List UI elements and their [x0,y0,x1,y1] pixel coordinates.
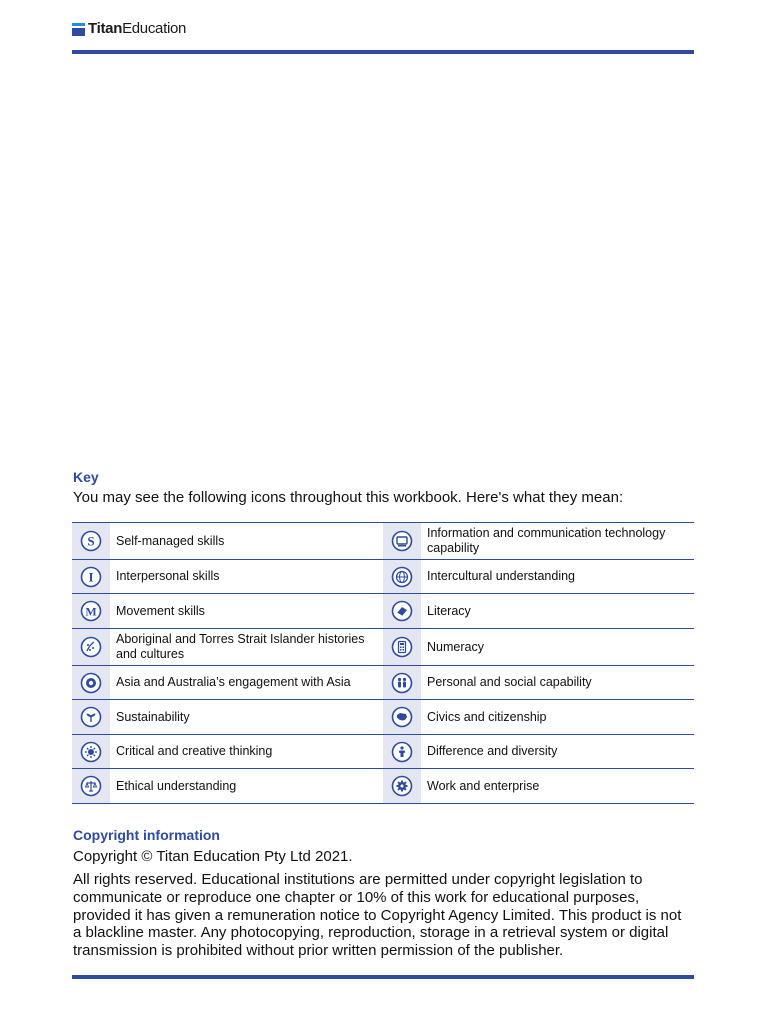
icon-cell [72,666,110,700]
key-label: Self-managed skills [110,523,383,560]
sustainability-icon [72,706,110,728]
key-label: Aboriginal and Torres Strait Islander histories and cultures [110,629,383,666]
numeracy-icon [383,636,421,658]
civics-citizenship-icon [383,706,421,728]
ethical-understanding-icon [72,775,110,797]
footer-rule [72,975,694,979]
copyright-body: All rights reserved. Educational institutions are permitted under copyright legislation to communicate or reproduce one chapter or 10% of this work for educational purposes, provided it has given a remuneration notice to Copyright Agency Limited. This product is not a blackline master. Any photocopying, reproduction, storage in a retrieval system or digital transmission is prohibited without prior written permission of the publisher. [73,871,682,960]
interpersonal-skills-icon [72,566,110,588]
icon-key-table [72,522,694,804]
svg-text:I: I [88,569,94,584]
critical-creative-thinking-icon [72,741,110,763]
ict-capability-icon [383,530,421,552]
brand-name-bold: Titan [88,20,123,37]
table-row [72,769,694,804]
key-heading: Key [73,469,99,485]
table-row [72,629,694,666]
icon-cell [383,629,421,666]
table-row [72,560,694,594]
key-label: Critical and creative thinking [110,735,383,769]
icon-cell [383,700,421,735]
key-label: Civics and citizenship [421,700,694,735]
brand-logo [72,20,186,38]
literacy-icon [383,600,421,622]
icon-cell [72,735,110,769]
brand-name-regular: Education [122,20,187,37]
icon-cell [383,594,421,629]
table-row [72,666,694,700]
key-label: Asia and Australia’s engagement with Asia [110,666,383,700]
key-label: Numeracy [421,629,694,666]
copyright-line: Copyright © Titan Education Pty Ltd 2021. [73,848,353,865]
icon-cell [72,560,110,594]
key-label: Difference and diversity [421,735,694,769]
icon-cell [72,594,110,629]
key-label: Sustainability [110,700,383,735]
icon-cell [72,769,110,804]
titan-logo-mark-icon [72,23,85,36]
icon-cell [383,560,421,594]
header-rule [72,50,694,54]
table-row [72,594,694,629]
table-row [72,735,694,769]
asia-engagement-icon [72,672,110,694]
key-label: Personal and social capability [421,666,694,700]
icon-cell [383,769,421,804]
icon-cell [72,523,110,560]
key-label: Interpersonal skills [110,560,383,594]
key-label: Ethical understanding [110,769,383,804]
brand-name [88,20,186,38]
icon-cell [72,629,110,666]
key-intro: You may see the following icons throughout this workbook. Here's what they mean: [73,489,624,506]
work-enterprise-icon [383,775,421,797]
table-row [72,700,694,735]
icon-cell [383,735,421,769]
svg-text:M: M [85,604,97,619]
aboriginal-torres-strait-icon [72,636,110,658]
intercultural-understanding-icon [383,566,421,588]
key-label: Information and communication technology capability [421,523,694,560]
self-managed-skills-icon [72,530,110,552]
icon-cell [383,666,421,700]
key-label: Movement skills [110,594,383,629]
icon-cell [383,523,421,560]
copyright-heading: Copyright information [73,827,220,843]
movement-skills-icon [72,600,110,622]
svg-text:S: S [87,533,95,549]
difference-diversity-icon [383,741,421,763]
key-label: Work and enterprise [421,769,694,804]
key-label: Intercultural understanding [421,560,694,594]
icon-cell [72,700,110,735]
table-row [72,523,694,560]
key-label: Literacy [421,594,694,629]
personal-social-capability-icon [383,672,421,694]
